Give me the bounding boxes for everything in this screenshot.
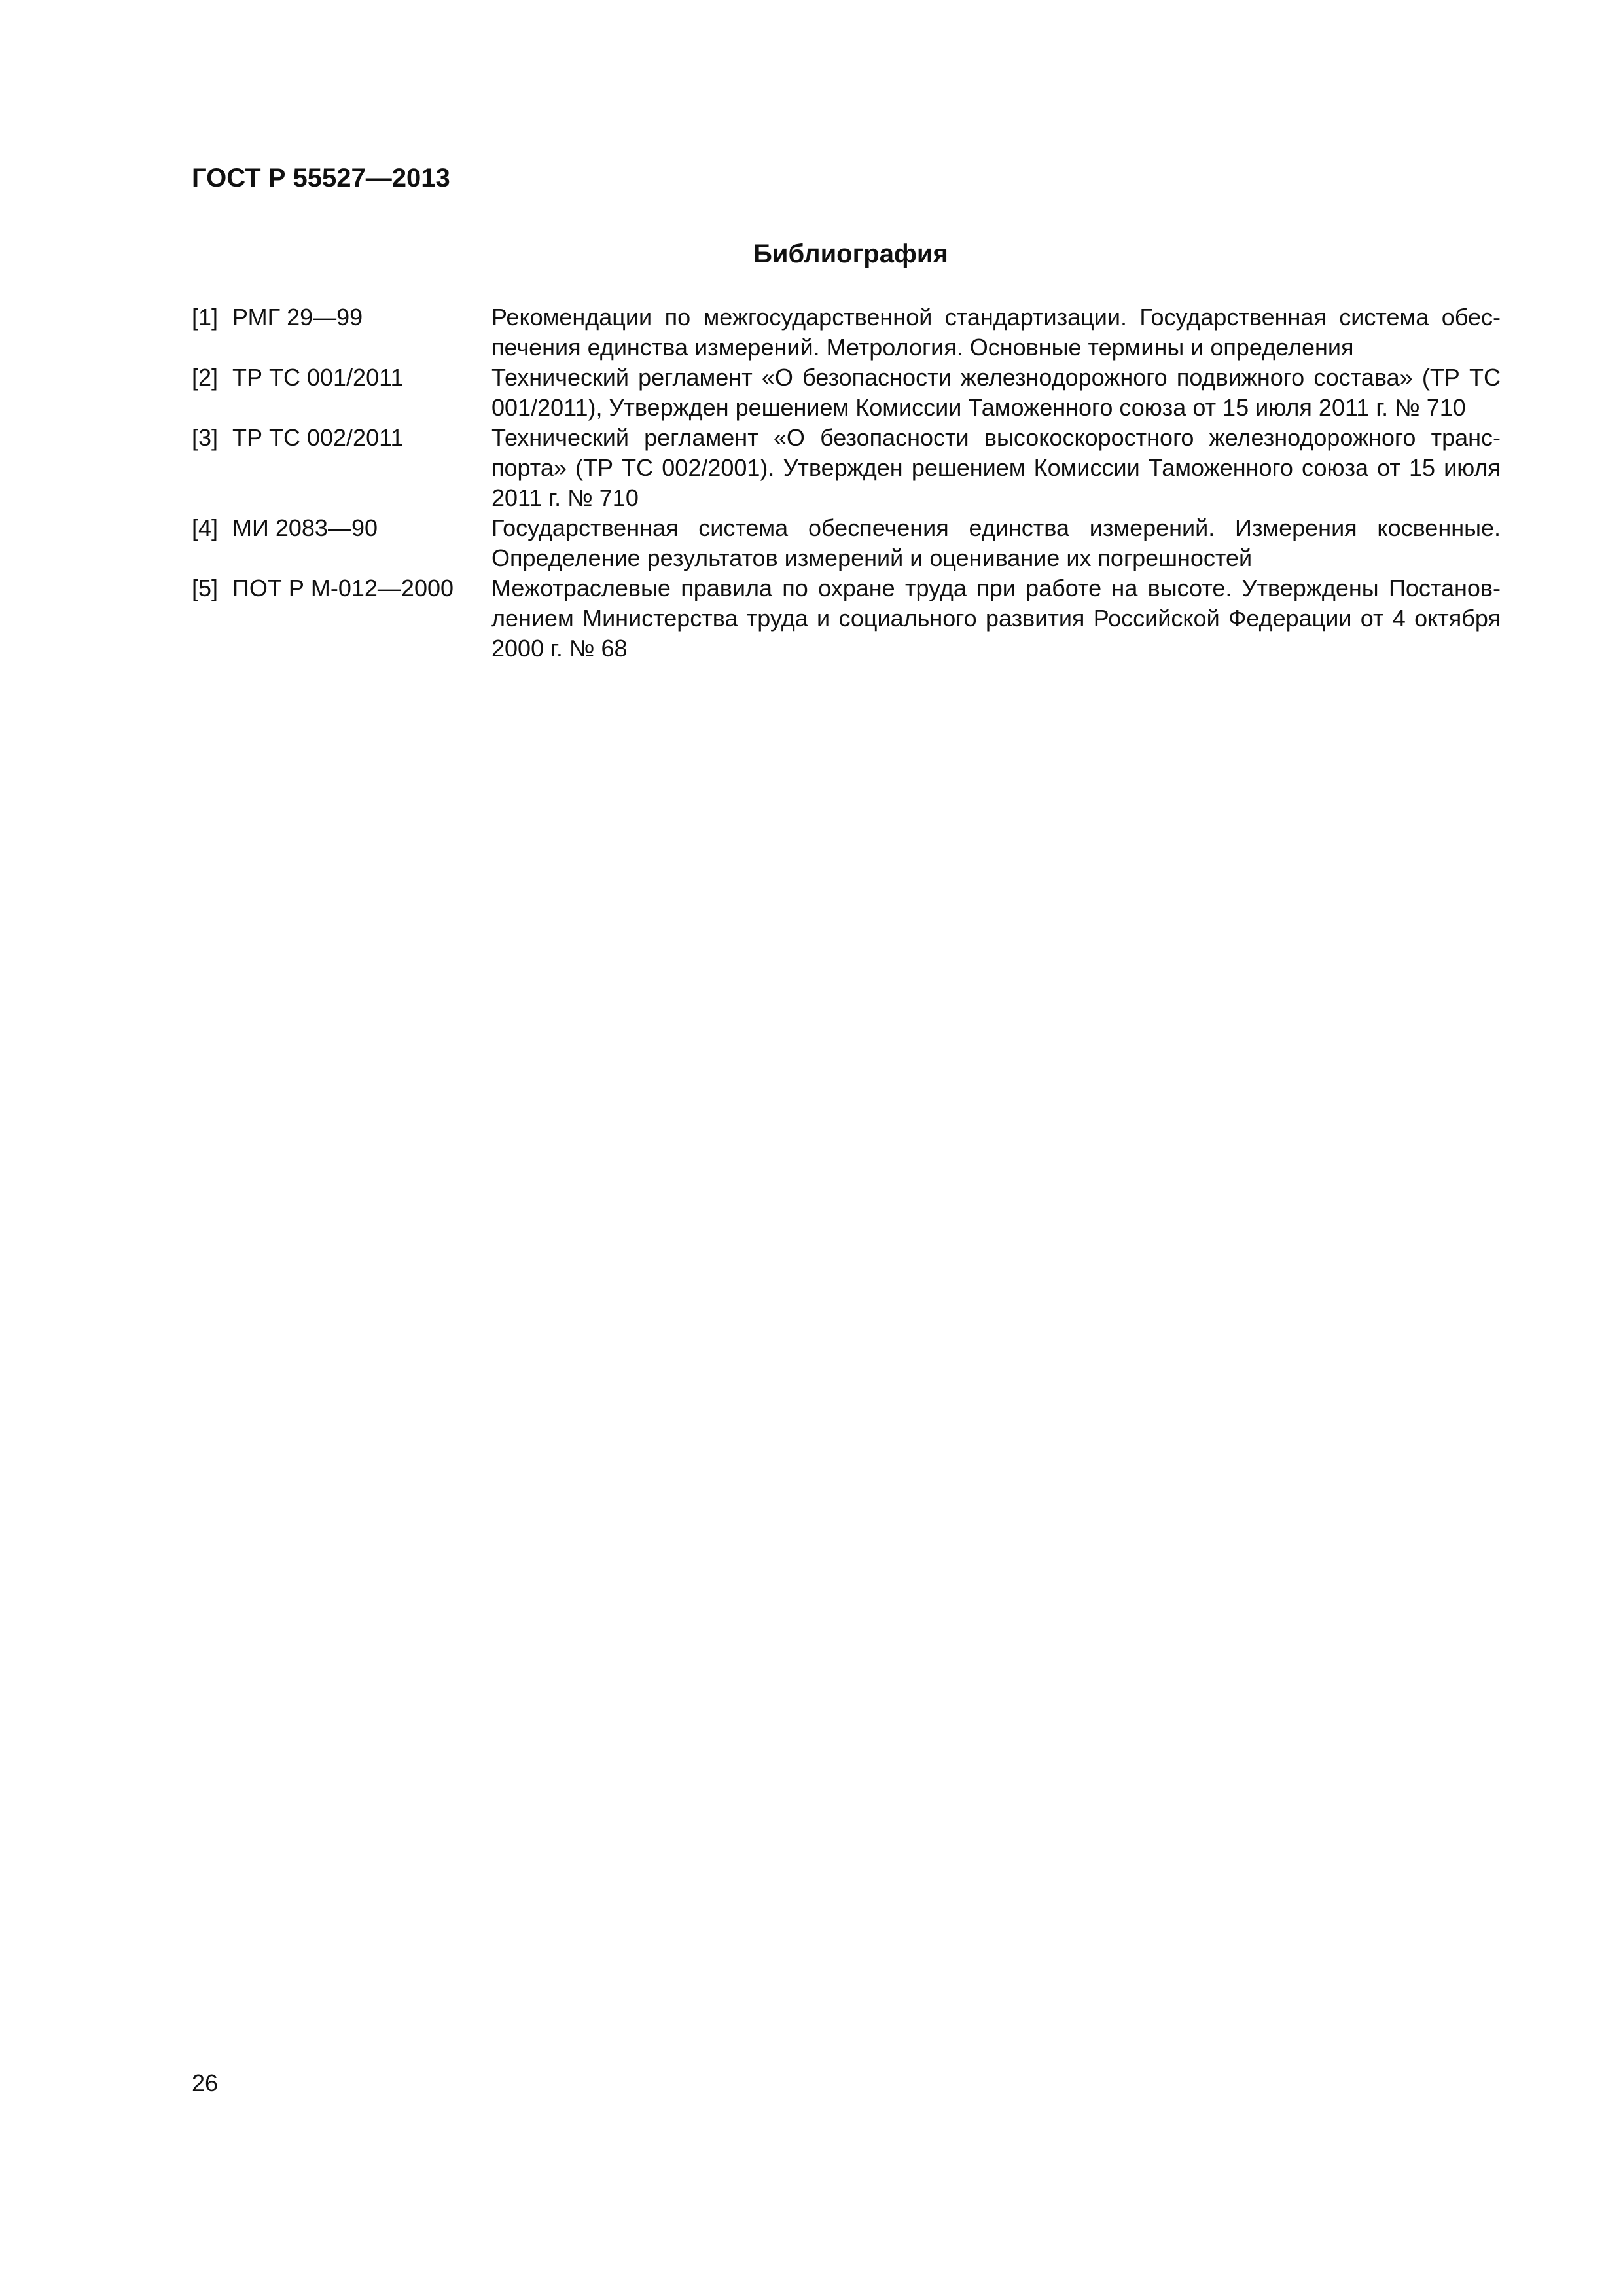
bibliography-reference [192,573,491,603]
bibliography-reference [192,513,491,543]
bibliography-reference [192,423,491,453]
bibliography-entry [192,302,1501,363]
bibliography-list [192,302,1501,664]
bibliography-reference [192,302,491,332]
entry-text: Технический регламент «О безопасности высокоскоростного железнодорожного транспорта» (ТР ТС 002/2001). Утвержден решением Комиссии Таможенного союза от 15 июля 2011 г. № 710 [491,424,1501,511]
entry-code: ПОТ Р М-012—2000 [232,575,454,601]
entry-number: [1] [192,304,219,331]
entry-text: Государственная система обеспечения единства измерений. Измерения косвенные. Определение результатов измерений и оценивание их погрешностей [491,514,1501,571]
section-title: Библиография [753,240,948,268]
entry-text: Межотраслевые правила по охране труда при работе на высоте. Утверждены Постановлением Министерства труда и социального развития Российской Федерации от 4 октября 2000 г. № 68 [491,575,1501,662]
entry-number: [3] [192,424,219,451]
entry-code: ТР ТС 001/2011 [232,364,404,391]
bibliography-entry [192,513,1501,573]
bibliography-entry [192,363,1501,423]
bibliography-entry [192,423,1501,513]
bibliography-reference [192,363,491,393]
entry-code: МИ 2083—90 [232,514,378,541]
document-code: ГОСТ Р 55527—2013 [192,164,450,192]
page-number: 26 [192,2070,219,2096]
bibliography-entry [192,573,1501,664]
entry-code: ТР ТС 002/2011 [232,424,404,451]
entry-text: Рекомендации по межгосударственной стандартизации. Государственная система обеспечения единства измерений. Метрология. Основные термины и определения [491,304,1501,361]
entry-number: [5] [192,575,219,601]
entry-number: [2] [192,364,219,391]
entry-number: [4] [192,514,219,541]
entry-text: Технический регламент «О безопасности железнодорожного подвижного состава» (ТР ТС 001/2011), Утвержден решением Комиссии Таможенного союза от 15 июля 2011 г. № 710 [491,364,1501,421]
entry-code: РМГ 29—99 [232,304,363,331]
